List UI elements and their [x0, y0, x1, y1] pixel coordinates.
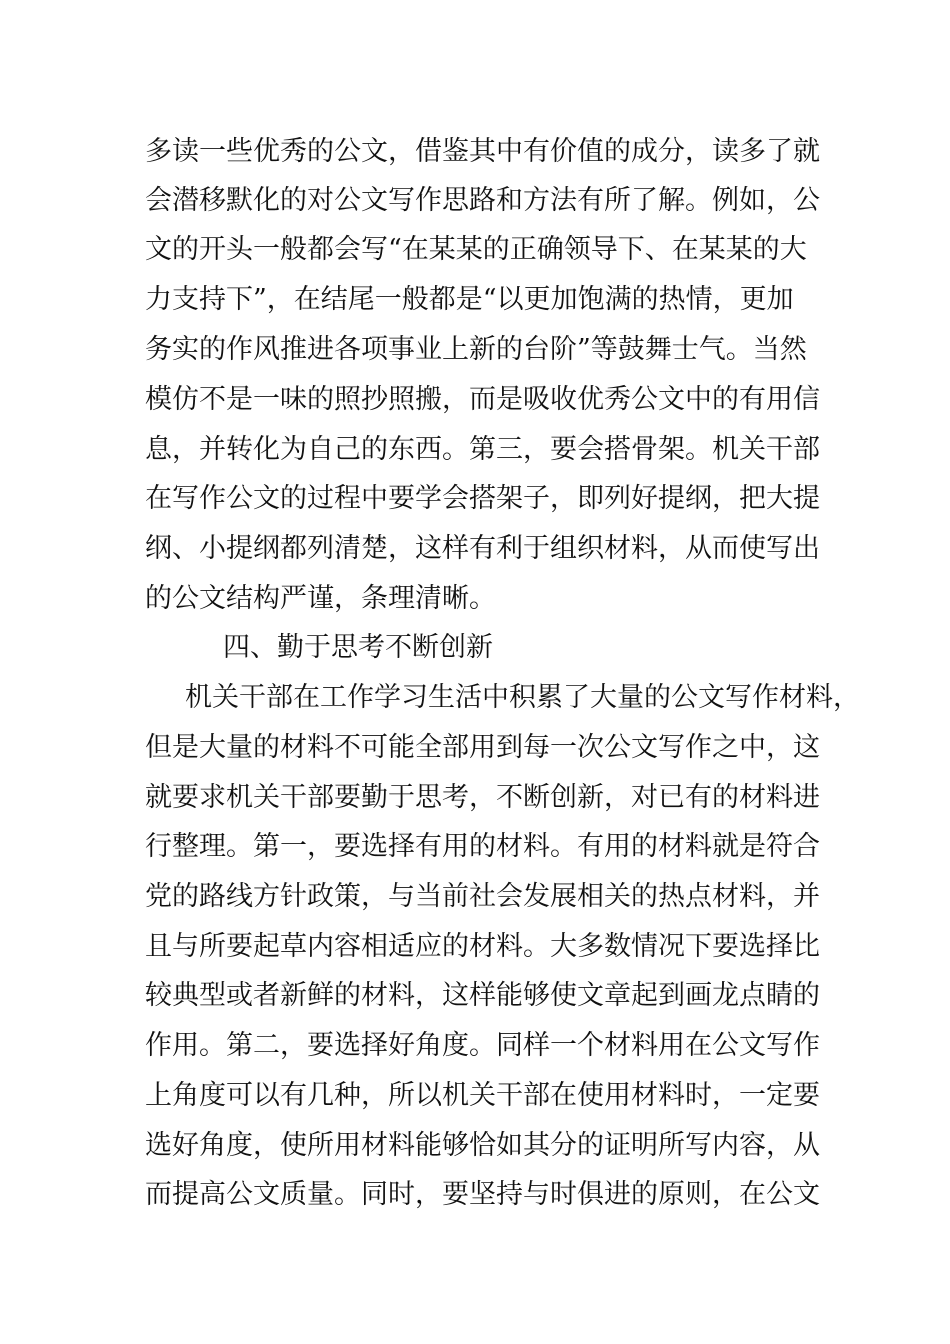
paragraph-line: 但是大量的材料不可能全部用到每一次公文写作之中，这 — [145, 732, 820, 763]
paragraph-line: 在写作公文的过程中要学会搭架子，即列好提纲，把大提 — [145, 483, 820, 514]
paragraph-line: 作用。第二，要选择好角度。同样一个材料用在公文写作 — [145, 1030, 820, 1061]
paragraph-line: 文的开头一般都会写“在某某的正确领导下、在某某的大 — [145, 234, 807, 265]
paragraph-line: 较典型或者新鲜的材料，这样能够使文章起到画龙点睛的 — [145, 980, 820, 1011]
paragraph-line: 多读一些优秀的公文，借鉴其中有价值的成分，读多了就 — [145, 136, 820, 167]
paragraph-line: 的公文结构严谨，条理清晰。 — [145, 583, 496, 614]
paragraph-line: 党的路线方针政策，与当前社会发展相关的热点材料，并 — [145, 881, 820, 912]
paragraph-line: 上角度可以有几种，所以机关干部在使用材料时，一定要 — [145, 1080, 820, 1111]
paragraph-line: 且与所要起草内容相适应的材料。大多数情况下要选择比 — [145, 931, 820, 962]
paragraph-line: 纲、小提纲都列清楚，这样有利于组织材料，从而使写出 — [145, 533, 820, 564]
paragraph-line: 会潜移默化的对公文写作思路和方法有所了解。例如，公 — [145, 185, 820, 216]
paragraph-line: 息，并转化为自己的东西。第三，要会搭骨架。机关干部 — [145, 434, 820, 465]
section-heading: 四、勤于思考不断创新 — [223, 632, 493, 663]
paragraph-line: 而提高公文质量。同时，要坚持与时俱进的原则，在公文 — [145, 1179, 820, 1210]
paragraph-line: 行整理。第一，要选择有用的材料。有用的材料就是符合 — [145, 831, 820, 862]
paragraph-line: 务实的作风推进各项事业上新的台阶”等鼓舞士气。当然 — [145, 334, 807, 365]
paragraph-line: 机关干部在工作学习生活中积累了大量的公文写作材料， — [185, 682, 860, 713]
paragraph-line: 力支持下”，在结尾一般都是“以更加饱满的热情，更加 — [145, 284, 794, 315]
paragraph-line: 选好角度，使所用材料能够恰如其分的证明所写内容，从 — [145, 1130, 820, 1161]
paragraph-line: 就要求机关干部要勤于思考，不断创新，对已有的材料进 — [145, 782, 820, 813]
paragraph-line: 模仿不是一味的照抄照搬，而是吸收优秀公文中的有用信 — [145, 384, 820, 415]
